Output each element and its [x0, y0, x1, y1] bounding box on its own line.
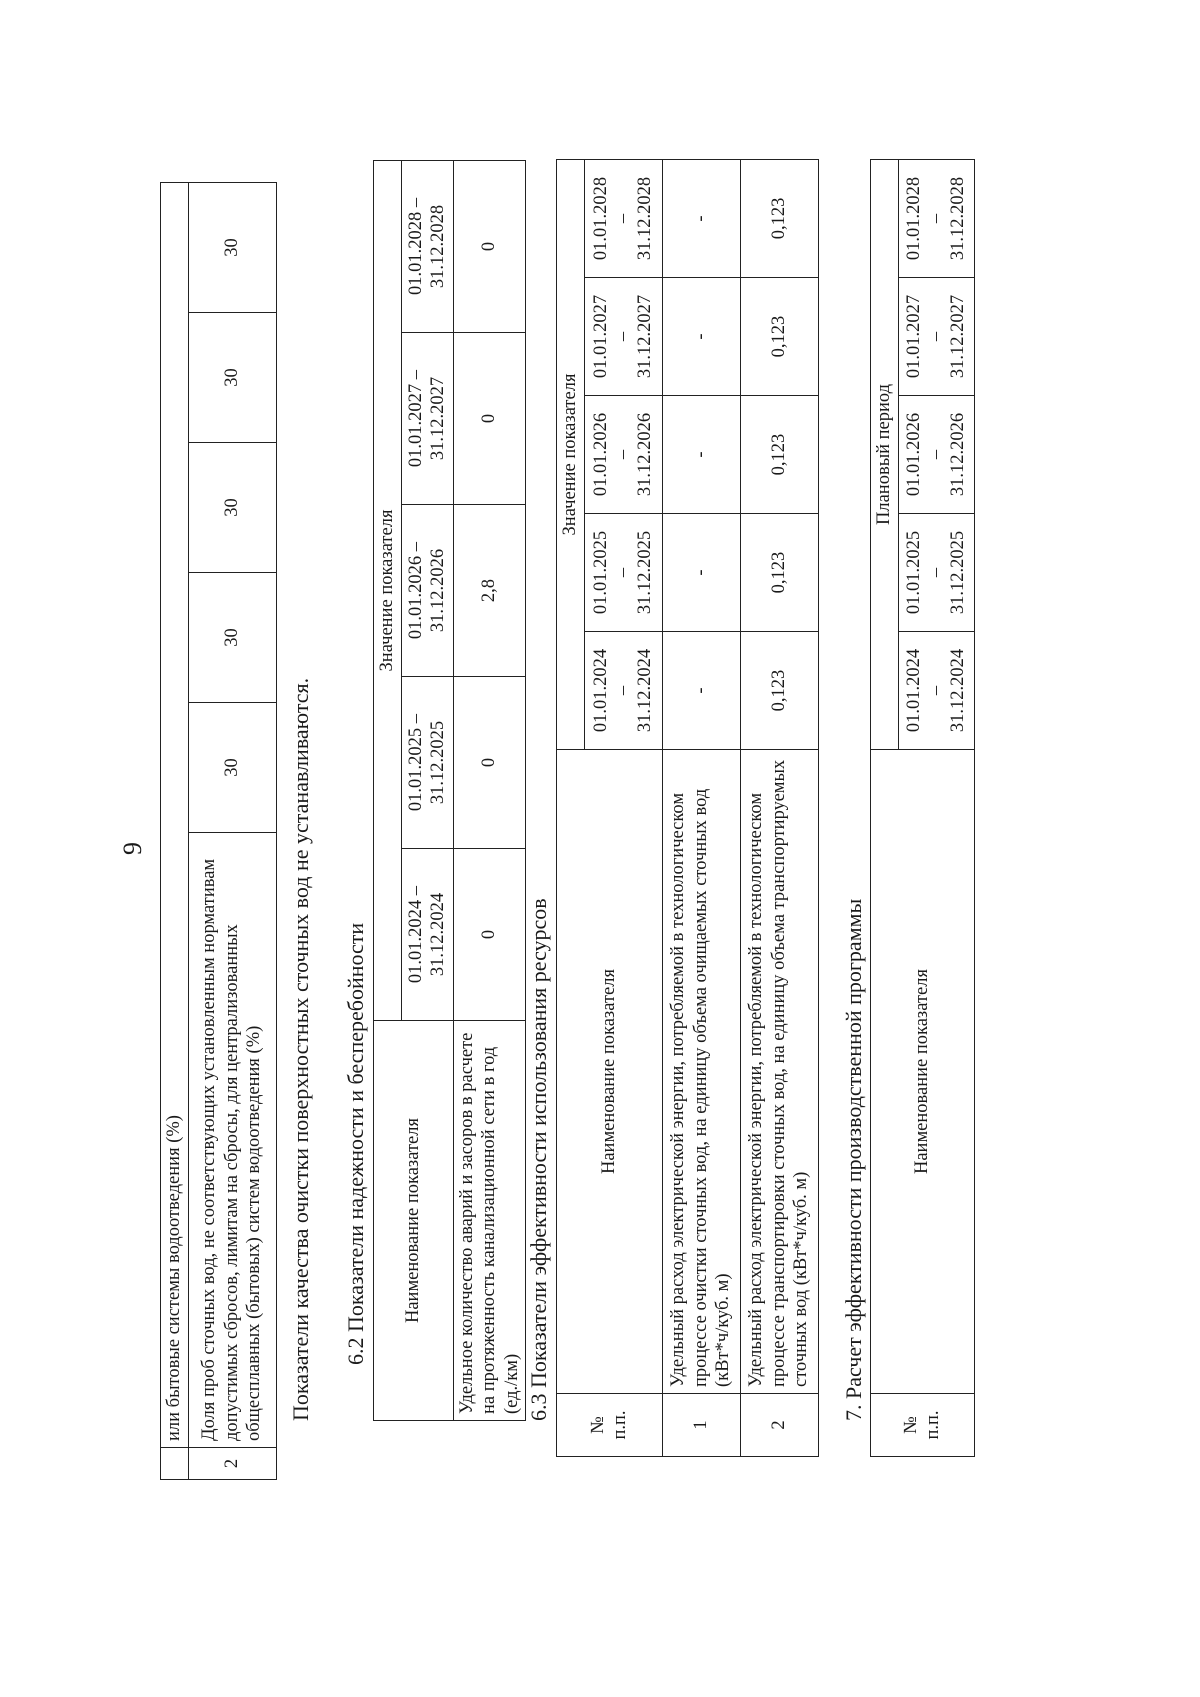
period-dash: – — [612, 567, 633, 578]
col-name-header: Наименование показателя — [871, 750, 975, 1394]
period-to: 31.12.2026 — [635, 412, 656, 497]
row-value: 30 — [188, 443, 276, 573]
row-value: 0 — [453, 333, 526, 505]
row-num: 2 — [740, 1394, 818, 1457]
period-to: 31.12.2028 — [635, 176, 656, 261]
row-value: 0,123 — [740, 632, 818, 750]
col-num-header: № п.п. — [871, 1394, 975, 1457]
table-continuation — [160, 182, 277, 1480]
col-name-header: Наименование показателя — [374, 1021, 454, 1421]
table-program-efficiency — [870, 159, 975, 1457]
period-to: 31.12.2024 — [948, 648, 969, 733]
period-to: 31.12.2027 — [948, 294, 969, 379]
period-from: 01.01.2026 — [903, 412, 924, 497]
row-value: 0,123 — [740, 514, 818, 632]
period-from: 01.01.2024 — [903, 648, 924, 733]
period-dash: – — [925, 685, 946, 696]
period-to: 31.12.2026 — [948, 412, 969, 497]
period-header: 01.01.2024 – 31.12.2024 — [401, 849, 453, 1021]
period-header — [898, 514, 974, 632]
row-num: 1 — [662, 1394, 740, 1457]
row-value: - — [662, 632, 740, 750]
page-number: 9 — [118, 842, 147, 855]
col-name-header: Наименование показателя — [557, 750, 663, 1394]
col-plan-header: Плановый период — [871, 159, 899, 749]
period-dash: – — [612, 449, 633, 460]
row-value: - — [662, 159, 740, 277]
period-dash: – — [925, 331, 946, 342]
period-from: 01.01.2024 — [590, 648, 611, 733]
period-dash: – — [925, 567, 946, 578]
period-to: 31.12.2025 — [948, 530, 969, 615]
col-num-header: № п.п. — [557, 1394, 663, 1457]
section-6-3-title: 6.3 Показатели эффективности использования ресурсов — [526, 898, 551, 1421]
period-from: 01.01.2028 — [590, 176, 611, 261]
row-value: - — [662, 396, 740, 514]
period-header — [584, 278, 662, 396]
row-value: 0 — [453, 160, 526, 332]
period-header — [584, 514, 662, 632]
period-dash: – — [925, 449, 946, 460]
period-from: 01.01.2027 — [903, 294, 924, 379]
row-num: 2 — [188, 1448, 276, 1480]
period-header — [898, 159, 974, 277]
surface-waters-note: Показатели качества очистки поверхностных сточных вод не устанавливаются. — [288, 677, 313, 1421]
period-from: 01.01.2027 — [590, 294, 611, 379]
period-from: 01.01.2025 — [903, 530, 924, 615]
row-name: Удельный расход электрической энергии, потребляемой в технологическом процессе транспортировки сточных вод, на единицу объема транспортируемых сточных вод (кВт*ч/куб. м) — [740, 750, 818, 1394]
row-value: 0,123 — [740, 396, 818, 514]
period-header — [898, 396, 974, 514]
period-to: 31.12.2025 — [635, 530, 656, 615]
period-header: 01.01.2026 – 31.12.2026 — [401, 505, 453, 677]
cell-num-empty — [161, 1448, 189, 1480]
row-value: 0 — [453, 849, 526, 1021]
period-dash: – — [925, 213, 946, 224]
period-header: 01.01.2028 – 31.12.2028 — [401, 160, 453, 332]
row-value: - — [662, 514, 740, 632]
period-from: 01.01.2028 — [903, 176, 924, 261]
period-from: 01.01.2025 — [590, 530, 611, 615]
row-value: 30 — [188, 703, 276, 833]
period-dash: – — [612, 331, 633, 342]
row-value: 2,8 — [453, 505, 526, 677]
row-name: Удельный расход электрической энергии, потребляемой в технологическом процессе очистки сточных вод, на единицу объема очищаемых сточных вод (кВт*ч/куб. м) — [662, 750, 740, 1394]
period-header — [584, 396, 662, 514]
period-header — [898, 278, 974, 396]
section-6-2-title: 6.2 Показатели надежности и бесперебойности — [343, 922, 368, 1365]
section-7-title: 7. Расчет эффективности производственной программы — [841, 898, 866, 1421]
row-value: 0,123 — [740, 159, 818, 277]
row-value: 30 — [188, 182, 276, 312]
col-value-header: Значение показателя — [557, 159, 585, 749]
row-value: 30 — [188, 573, 276, 703]
period-dash: – — [612, 685, 633, 696]
period-dash: – — [612, 213, 633, 224]
period-to: 31.12.2024 — [635, 648, 656, 733]
row-value: 30 — [188, 313, 276, 443]
period-header — [898, 632, 974, 750]
period-header: 01.01.2027 – 31.12.2027 — [401, 333, 453, 505]
table-reliability — [373, 160, 526, 1421]
table-resource-efficiency — [556, 159, 819, 1457]
row-name: Доля проб сточных вод, не соответствующих установленным нормативам допустимых сбросов, лимитам на сбросы, для централизованных общесплавных (бытовых) систем водоотведения (%) — [188, 833, 276, 1448]
row-value: 0,123 — [740, 278, 818, 396]
col-value-header: Значение показателя — [374, 160, 402, 1020]
period-header — [584, 159, 662, 277]
row-continuation-name: или бытовые системы водоотведения (%) — [161, 182, 189, 1447]
row-value: - — [662, 278, 740, 396]
row-value: 0 — [453, 677, 526, 849]
period-header — [584, 632, 662, 750]
period-to: 31.12.2027 — [635, 294, 656, 379]
period-header: 01.01.2025 – 31.12.2025 — [401, 677, 453, 849]
period-to: 31.12.2028 — [948, 176, 969, 261]
row-name: Удельное количество аварий и засоров в расчете на протяженность канализационной сети в год (ед./км) — [453, 1021, 526, 1421]
period-from: 01.01.2026 — [590, 412, 611, 497]
